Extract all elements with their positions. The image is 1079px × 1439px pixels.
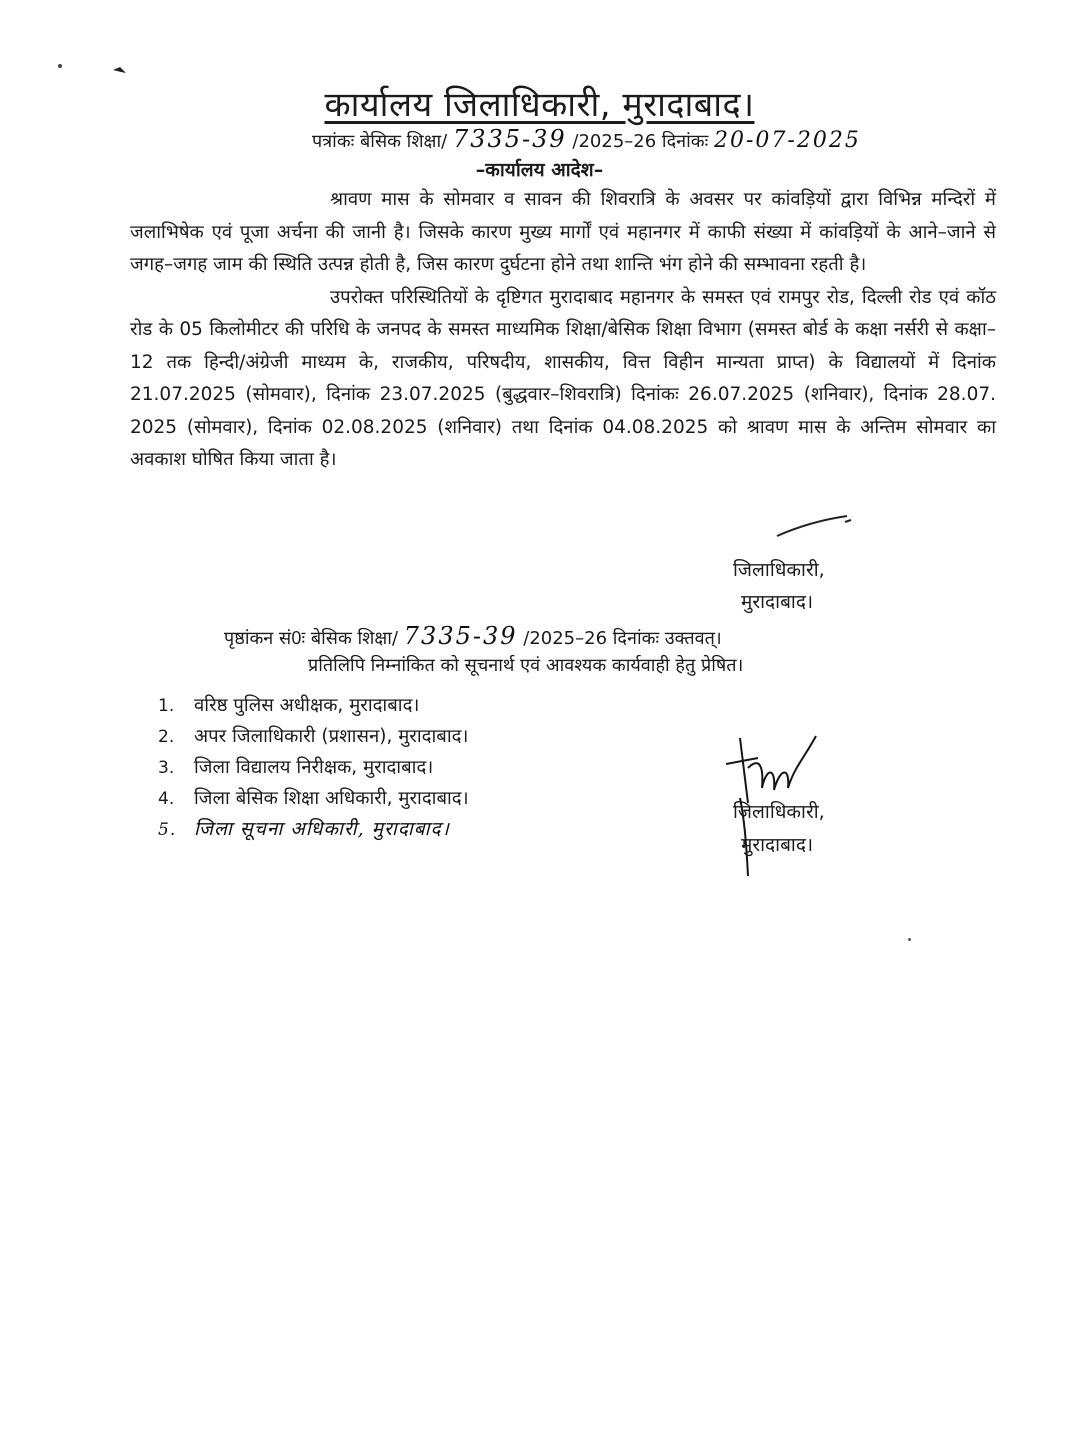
- handwritten-endorsement-number: 7335-39: [403, 622, 518, 650]
- signatory-designation-2: जिलाधिकारी,: [733, 801, 825, 823]
- copy-instruction: प्रतिलिपि निम्नांकित को सूचनार्थ एवं आवश्यक कार्यवाही हेतु प्रेषित।: [308, 655, 744, 676]
- list-item: 1. वरिष्ठ पुलिस अधीक्षक, मुरादाबाद।: [158, 695, 420, 716]
- handwritten-date: 20-07-2025: [713, 128, 861, 153]
- recipient-list: [158, 690, 469, 845]
- endorsement-suffix: /2025–26 दिनांकः उक्तवत्।: [523, 628, 722, 649]
- letter-reference: [312, 125, 861, 153]
- body-paragraph-2: उपरोक्त परिस्थितियों के दृष्टिगत मुरादाबाद महानगर के समस्त एवं रामपुर रोड, दिल्ली रोड एवं कॉठ रोड के 05 किलोमीटर की परिधि के जनपद के समस्त माध्यमिक शिक्षा/बेसिक शिक्षा विभाग (समस्त बोर्ड के कक्षा नर्सरी से कक्षा–12 तक हिन्दी/अंग्रेजी माध्यम के, राजकीय, परिषदीय, शासकीय, वित्त विहीन मान्यता प्राप्त) के विद्यालयों में दिनांक 21.07.2025 (सोमवार), दिनांक 23.07.2025 (बुद्धवार–शिवरात्रि) दिनांकः 26.07.2025 (शनिवार), दिनांक 28.07. 2025 (सोमवार), दिनांक 02.08.2025 (शनिवार) तथा दिनांक 04.08.2025 को श्रावण मास के अन्तिम सोमवार का अवकाश घोषित किया जाता है।: [130, 286, 996, 470]
- signatory-place-2: मुरादाबाद।: [741, 834, 814, 856]
- endorsement-line: [224, 622, 722, 650]
- stray-mark: [112, 60, 128, 70]
- signature-stroke: [775, 510, 855, 540]
- list-item-handwritten: 5. जिला सूचना अधिकारी, मुरादाबाद।: [158, 818, 450, 840]
- office-title: कार्यालय जिलाधिकारी, मुरादाबाद।: [324, 85, 755, 125]
- letter-no-suffix: /2025–26 दिनांकः: [572, 131, 709, 152]
- signatory-designation: जिलाधिकारी,: [733, 559, 825, 581]
- list-item: 3. जिला विद्यालय निरीक्षक, मुरादाबाद।: [158, 757, 434, 778]
- signatory-place: मुरादाबाद।: [741, 591, 814, 613]
- stray-mark: [58, 64, 62, 68]
- handwritten-letter-number: 7335-39: [452, 125, 567, 153]
- order-body: [130, 184, 996, 477]
- body-paragraph-1: श्रावण मास के सोमवार व सावन की शिवरात्रि के अवसर पर कांवड़ियों द्वारा विभिन्न मन्दिरों में जलाभिषेक एवं पूजा अर्चना की जानी है। जिसके कारण मुख्य मार्गों एवं महानगर में काफी संख्या में कांवड़ियों के आने–जाने से जगह–जगह जाम की स्थिति उत्पन्न होती है, जिस कारण दुर्घटना होने तथा शान्ति भंग होने की सम्भावना रहती है।: [130, 189, 996, 275]
- stray-dot: [908, 938, 911, 941]
- letter-no-prefix: पत्रांकः बेसिक शिक्षा/: [312, 131, 448, 152]
- list-item: 4. जिला बेसिक शिक्षा अधिकारी, मुरादाबाद।: [158, 788, 469, 809]
- list-item: 2. अपर जिलाधिकारी (प्रशासन), मुरादाबाद।: [158, 726, 469, 747]
- order-heading: –कार्यालय आदेश–: [475, 159, 604, 181]
- endorsement-prefix: पृष्ठांकन सं0ः बेसिक शिक्षा/: [224, 628, 399, 649]
